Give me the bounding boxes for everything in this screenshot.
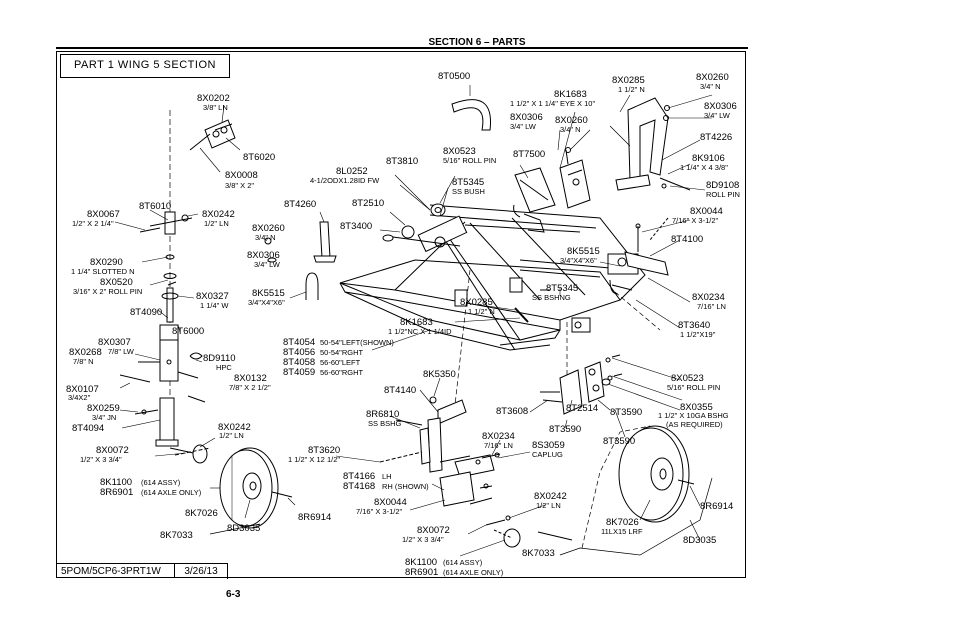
callout-8t4090: 8T4090 — [130, 307, 163, 318]
callout-8x0523-right: 8X0523 — [671, 373, 704, 384]
callout-8x0072-low: 8X0072 — [417, 525, 450, 536]
callout-8k5515-right: 8K5515 — [567, 246, 600, 257]
callout-8r6810: 8R6810 — [366, 409, 400, 420]
callout-8k1100-left: 8K1100 — [100, 477, 133, 488]
callout-8x0044-top: 8X0044 — [690, 206, 723, 217]
callout-8x0072-left: 8X0072 — [96, 445, 129, 456]
callout-8x0202-desc: 3/8" LN — [203, 103, 228, 112]
callout-8x0242-top: 8X0242 — [202, 209, 235, 220]
callout-8k9106: 8K9106 — [692, 153, 725, 164]
callout-8k7026-left: 8K7026 — [185, 508, 218, 519]
page-number: 6-3 — [226, 589, 241, 600]
callout-8t3608: 8T3608 — [496, 406, 529, 417]
callout-8x0234-right-desc: 7/16" LN — [697, 302, 726, 311]
callout-8r6901-low: 8R6901 — [405, 567, 439, 578]
callout-8k5515-left-desc: 3/4"X4"X6" — [248, 298, 285, 307]
callout-8t6000: 8T6000 — [172, 326, 205, 337]
callout-8x0260-mid-desc: 3/4" N — [560, 125, 581, 134]
callout-8l0252-desc: 4-1/2ODX1.28ID FW — [310, 176, 380, 185]
callout-8k1683-top-desc: 1 1/2" X 1 1/4" EYE X 10" — [510, 99, 596, 108]
main-frame — [340, 205, 645, 350]
callout-8t3400: 8T3400 — [340, 221, 373, 232]
callout-8x0072-left-desc: 1/2" X 3 3/4" — [80, 455, 122, 464]
callout-8x0285-mid: 8X0285 — [460, 297, 493, 308]
callout-8x0260-left: 8X0260 — [252, 223, 285, 234]
callout-8x0132-desc: 7/8" X 2 1/2" — [229, 383, 271, 392]
callout-8d3035-right: 8D3035 — [683, 535, 717, 546]
callout-8t5345-top: 8T5345 — [452, 177, 485, 188]
callout-8t5345-top-desc: SS BUSH — [452, 187, 485, 196]
callout-8t3590-c: 8T3590 — [603, 436, 636, 447]
callout-8s3059-desc: CAPLUG — [532, 450, 563, 459]
callout-8k1100-left-desc: (614 ASSY) — [141, 478, 181, 487]
callout-8t4056: 8T4056 — [283, 347, 316, 358]
callout-8t4054: 8T4054 — [283, 337, 316, 348]
callout-8x0072-low-desc: 1/2" X 3 3/4" — [402, 535, 444, 544]
callout-8x0044-top-desc: 7/16" X 3-1/2" — [672, 216, 719, 225]
section-header: SECTION 6 – PARTS — [428, 37, 526, 48]
callout-8x0355: 8X0355 — [680, 402, 713, 413]
callout-8k1683-mid-desc: 1 1/2"NC X 1 1/4ID — [388, 327, 452, 336]
callout-8k5515-right-desc: 3/4"X4"X6" — [560, 256, 597, 265]
callout-8x0107-desc: 3/4X2" — [68, 393, 91, 402]
revision-date: 3/26/13 — [175, 563, 228, 579]
callout-8r6914-right: 8R6914 — [700, 501, 734, 512]
callout-8k7033-right: 8K7033 — [522, 548, 555, 559]
callout-8t4168: 8T4168 — [343, 481, 376, 492]
callout-8t4226: 8T4226 — [700, 132, 733, 143]
callout-8t6010: 8T6010 — [139, 201, 172, 212]
callout-8t4140: 8T4140 — [384, 385, 417, 396]
callout-8x0268-desc: 7/8" N — [73, 357, 94, 366]
callout-8r6901-left-desc: (614 AXLE ONLY) — [141, 488, 202, 497]
callout-8r6901-low-desc: (614 AXLE ONLY) — [443, 568, 504, 577]
callout-8t3640: 8T3640 — [678, 320, 711, 331]
callout-8x0242-mid-desc: 1/2" LN — [219, 431, 244, 440]
stand-assembly — [120, 110, 235, 446]
callout-8t4058-desc: 56-60"LEFT — [320, 358, 361, 367]
callout-8x0242-mid: 8X0242 — [218, 422, 251, 433]
callout-8s3059: 8S3059 — [532, 440, 565, 451]
callout-8t4054-desc: 50-54"LEFT(SHOWN) — [320, 338, 394, 347]
callout-8x0268: 8X0268 — [69, 347, 102, 358]
callout-8t4056-desc: 50-54"RGHT — [320, 348, 364, 357]
callout-8d9108-desc: ROLL PIN — [706, 190, 740, 199]
callout-8k1100-low: 8K1100 — [405, 557, 438, 568]
callout-8k7026-right-desc: 11LX15 LRF — [601, 527, 643, 536]
callout-8x0290: 8X0290 — [90, 257, 123, 268]
callout-8t4260: 8T4260 — [284, 199, 317, 210]
drawing-title: PART 1 WING 5 SECTION — [60, 54, 230, 78]
callout-8t4058: 8T4058 — [283, 357, 316, 368]
callout-8t0500: 8T0500 — [438, 71, 471, 82]
callout-8x0520-desc: 3/16" X 2" ROLL PIN — [73, 287, 143, 296]
callout-8x0260-top: 8X0260 — [696, 72, 729, 83]
callout-8d9108: 8D9108 — [706, 180, 740, 191]
callout-8t3810: 8T3810 — [386, 156, 419, 167]
callout-8x0242-low: 8X0242 — [534, 491, 567, 502]
callout-8d9110-desc: HPC — [216, 363, 232, 372]
callout-8x0306-mid: 8X0306 — [510, 112, 543, 123]
document-number: 5POM/5CP6-3PRT1W — [57, 563, 175, 578]
callout-8x0242-top-desc: 1/2" LN — [204, 219, 229, 228]
callout-8x0327-desc: 1 1/4" W — [200, 301, 229, 310]
callout-8x0306-top: 8X0306 — [704, 101, 737, 112]
callout-8t4166-desc: LH — [382, 472, 392, 481]
callout-8x0234-low: 8X0234 — [482, 431, 515, 442]
wheel-arm — [380, 397, 572, 547]
callout-8t4094: 8T4094 — [72, 423, 105, 434]
callout-8x0242-low-desc: 1/2" LN — [536, 501, 561, 510]
callout-8t3620-desc: 1 1/2" X 12 1/2" — [288, 455, 341, 464]
callout-8x0307-desc: 7/8" LW — [108, 347, 134, 356]
callout-8x0520: 8X0520 — [100, 277, 133, 288]
callout-8x0067-desc: 1/2" X 2 1/4" — [72, 219, 114, 228]
callout-8x0260-top-desc: 3/4" N — [700, 82, 721, 91]
callout-8k5350: 8K5350 — [423, 369, 456, 380]
callout-8t4100: 8T4100 — [671, 234, 704, 245]
callout-8x0008: 8X0008 — [225, 170, 258, 181]
callout-8t2514: 8T2514 — [566, 403, 599, 414]
callout-8r6810-desc: SS BSHG — [368, 419, 402, 428]
callout-8x0234-right: 8X0234 — [692, 292, 725, 303]
as-required-note: (AS REQUIRED) — [666, 420, 723, 429]
callout-8t4166: 8T4166 — [343, 471, 376, 482]
callout-8t4059-desc: 56-60"RGHT — [320, 368, 364, 377]
callout-8x0067: 8X0067 — [87, 209, 120, 220]
callout-8x0202: 8X0202 — [197, 93, 230, 104]
callout-8x0044-low: 8X0044 — [374, 497, 407, 508]
callout-8k1683-mid: 8K1683 — [400, 317, 433, 328]
callout-8x0008-desc: 3/8" X 2" — [225, 181, 255, 190]
callout-8t4059: 8T4059 — [283, 367, 316, 378]
callout-8t6020: 8T6020 — [243, 152, 276, 163]
callout-8x0523-top: 8X0523 — [443, 146, 476, 157]
callout-8x0044-low-desc: 7/16" X 3-1/2" — [356, 507, 403, 516]
callout-8k9106-desc: 1 1/4" X 4 3/8" — [680, 163, 728, 172]
callout-8x0132: 8X0132 — [234, 373, 267, 384]
callout-8t5345-mid: 8T5345 — [546, 283, 579, 294]
callout-8k7033-left: 8K7033 — [160, 530, 193, 541]
callout-8t3620: 8T3620 — [308, 445, 341, 456]
callout-8t3590-b: 8T3590 — [549, 424, 582, 435]
callout-8x0523-right-desc: 5/16" ROLL PIN — [667, 383, 721, 392]
callout-8r6914-left: 8R6914 — [298, 512, 332, 523]
callout-8x0285-top-desc: 1 1/2" N — [618, 85, 645, 94]
callout-8x0259: 8X0259 — [87, 403, 120, 414]
callout-8x0285-top: 8X0285 — [612, 75, 645, 86]
callout-8x0523-top-desc: 5/16" ROLL PIN — [443, 156, 497, 165]
callout-8d9110: 8D9110 — [203, 353, 236, 364]
callout-8x0260-left-desc: 3/4" N — [255, 233, 276, 242]
callout-8t4168-desc: RH (SHOWN) — [382, 482, 429, 491]
callout-8t3640-desc: 1 1/2"X19" — [680, 330, 716, 339]
callout-8r6901-left: 8R6901 — [100, 487, 134, 498]
callout-8x0306-top-desc: 3/4" LW — [704, 111, 730, 120]
callout-8x0260-mid: 8X0260 — [555, 115, 588, 126]
callout-8l0252: 8L0252 — [336, 166, 368, 177]
callout-8k5515-left: 8K5515 — [252, 288, 285, 299]
callout-8x0306-left: 8X0306 — [247, 250, 280, 261]
callout-8x0259-desc: 3/4" JN — [92, 413, 117, 422]
callout-8t5345-mid-desc: SS BSHNG — [532, 293, 571, 302]
callout-8t2510: 8T2510 — [352, 198, 385, 209]
callout-8x0306-left-desc: 3/4" LW — [254, 260, 280, 269]
callout-8k7026-right: 8K7026 — [606, 517, 639, 528]
callout-8k1100-low-desc: (614 ASSY) — [443, 558, 483, 567]
callout-8x0107: 8X0107 — [66, 384, 99, 395]
callout-8d3035-left: 8D3035 — [227, 523, 261, 534]
callout-8t7500: 8T7500 — [513, 149, 546, 160]
callout-8x0307: 8X0307 — [98, 337, 131, 348]
callout-8x0355-desc: 1 1/2" X 10GA BSHG — [658, 411, 729, 420]
callout-8x0234-low-desc: 7/16" LN — [484, 441, 513, 450]
callout-8t3590-a: 8T3590 — [610, 407, 643, 418]
callout-8x0290-desc: 1 1/4" SLOTTED N — [71, 267, 135, 276]
callout-8k1683-top: 8K1683 — [554, 89, 587, 100]
callout-8x0327: 8X0327 — [196, 291, 229, 302]
callout-8x0306-mid-desc: 3/4" LW — [510, 122, 536, 131]
callout-8x0285-mid-desc: 1 1/2" N — [468, 307, 495, 316]
